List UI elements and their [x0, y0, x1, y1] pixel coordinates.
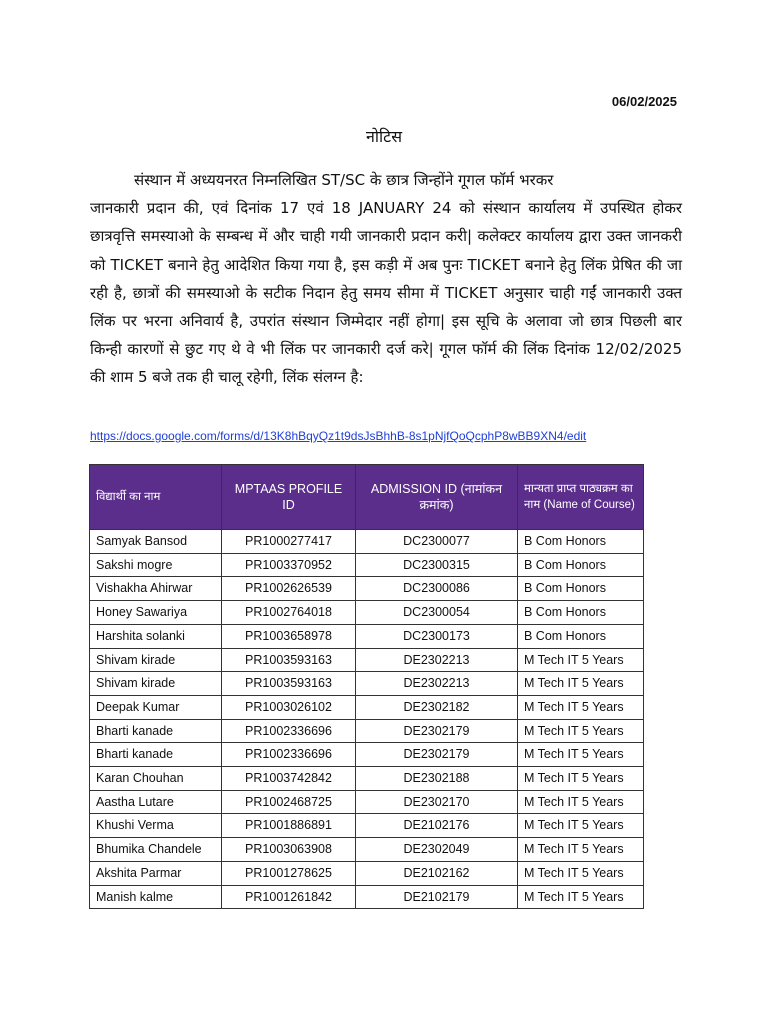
- table-row: [90, 838, 644, 862]
- admission-id-cell: DE2302188: [356, 767, 518, 791]
- course-name-cell: B Com Honors: [518, 530, 644, 554]
- table-row: [90, 672, 644, 696]
- admission-id-cell: DE2102179: [356, 885, 518, 909]
- admission-id-cell: DC2300086: [356, 577, 518, 601]
- notice-title: नोटिस: [365, 127, 403, 146]
- admission-id-cell: DE2302213: [356, 672, 518, 696]
- student-name-cell: Deepak Kumar: [90, 695, 222, 719]
- course-name-cell: B Com Honors: [518, 624, 644, 648]
- profile-id-cell: PR1003742842: [222, 767, 356, 791]
- course-name-cell: M Tech IT 5 Years: [518, 648, 644, 672]
- table-row: [90, 553, 644, 577]
- profile-id-cell: PR1000277417: [222, 530, 356, 554]
- notice-body-text: जानकारी प्रदान की, एवं दिनांक 17 एवं 18 JANUARY 24 को संस्थान कार्यालय में उपस्थित होकर छात्रवृत्ति समस्याओ के सम्बन्ध में और चाही गयी जानकारी प्रदान करी| कलेक्टर कार्यालय द्वारा उक्त जानकरी को TICKET बनाने हेतु आदेशित किया गया है, इस कड़ी में अब पुनः TICKET बनाने हेतु लिंक प्रेषित की जा रही है, छात्रों की समस्याओ के सटीक निदान हेतु समय सीमा में TICKET अनुसार चाही गईं जानकारी उक्त लिंक पर भरना अनिवार्य है, उपरांत संस्थान जिम्मेदार नहीं होगा| इस सूचि के अलावा जो छात्र पिछली बार किन्ही कारणों से छुट गए थे वे भी लिंक पर जानकारी दर्ज करे| गूगल फॉर्म की लिंक दिनांक 12/02/2025 की शाम 5 बजे तक ही चालू रहेगी, लिंक संलग्न है:: [90, 199, 682, 387]
- profile-id-cell: PR1003658978: [222, 624, 356, 648]
- admission-id-cell: DC2300315: [356, 553, 518, 577]
- google-form-link[interactable]: https://docs.google.com/forms/d/13K8hBqyQz1t9dsJsBhhB-8s1pNjfQoQcphP8wBB9XN4/edit: [90, 429, 587, 443]
- table-row: [90, 577, 644, 601]
- student-name-cell: Shivam kirade: [90, 672, 222, 696]
- student-name-cell: Bharti kanade: [90, 743, 222, 767]
- header-admission-id: ADMISSION ID (नामांकन क्रमांक): [356, 465, 518, 530]
- student-name-cell: Karan Chouhan: [90, 767, 222, 791]
- profile-id-cell: PR1001261842: [222, 885, 356, 909]
- student-name-cell: Samyak Bansod: [90, 530, 222, 554]
- admission-id-cell: DE2102162: [356, 861, 518, 885]
- admission-id-cell: DE2302179: [356, 743, 518, 767]
- table-row: [90, 790, 644, 814]
- table-header-row: [90, 465, 644, 530]
- admission-id-cell: DC2300077: [356, 530, 518, 554]
- student-name-cell: Manish kalme: [90, 885, 222, 909]
- student-name-cell: Harshita solanki: [90, 624, 222, 648]
- table-row: [90, 767, 644, 791]
- student-name-cell: Shivam kirade: [90, 648, 222, 672]
- notice-body: [90, 166, 682, 392]
- profile-id-cell: PR1001886891: [222, 814, 356, 838]
- course-name-cell: B Com Honors: [518, 601, 644, 625]
- table-row: [90, 648, 644, 672]
- table-row: [90, 885, 644, 909]
- course-name-cell: M Tech IT 5 Years: [518, 695, 644, 719]
- profile-id-cell: PR1002764018: [222, 601, 356, 625]
- student-name-cell: Bhumika Chandele: [90, 838, 222, 862]
- profile-id-cell: PR1002336696: [222, 719, 356, 743]
- course-name-cell: B Com Honors: [518, 577, 644, 601]
- header-course-name: मान्यता प्राप्त पाठ्यक्रम का नाम (Name of Course): [518, 465, 644, 530]
- course-name-cell: M Tech IT 5 Years: [518, 790, 644, 814]
- student-name-cell: Vishakha Ahirwar: [90, 577, 222, 601]
- table-row: [90, 601, 644, 625]
- profile-id-cell: PR1003370952: [222, 553, 356, 577]
- profile-id-cell: PR1002336696: [222, 743, 356, 767]
- student-name-cell: Aastha Lutare: [90, 790, 222, 814]
- table-row: [90, 719, 644, 743]
- course-name-cell: M Tech IT 5 Years: [518, 814, 644, 838]
- admission-id-cell: DE2302182: [356, 695, 518, 719]
- student-table: [89, 464, 644, 909]
- profile-id-cell: PR1003593163: [222, 648, 356, 672]
- student-name-cell: Sakshi mogre: [90, 553, 222, 577]
- table-body: [90, 530, 644, 909]
- student-name-cell: Bharti kanade: [90, 719, 222, 743]
- table-row: [90, 814, 644, 838]
- admission-id-cell: DE2102176: [356, 814, 518, 838]
- profile-id-cell: PR1003026102: [222, 695, 356, 719]
- admission-id-cell: DC2300173: [356, 624, 518, 648]
- course-name-cell: M Tech IT 5 Years: [518, 861, 644, 885]
- header-profile-id: MPTAAS PROFILE ID: [222, 465, 356, 530]
- profile-id-cell: PR1002468725: [222, 790, 356, 814]
- table-row: [90, 743, 644, 767]
- admission-id-cell: DE2302213: [356, 648, 518, 672]
- profile-id-cell: PR1002626539: [222, 577, 356, 601]
- student-name-cell: Akshita Parmar: [90, 861, 222, 885]
- profile-id-cell: PR1003593163: [222, 672, 356, 696]
- profile-id-cell: PR1001278625: [222, 861, 356, 885]
- course-name-cell: M Tech IT 5 Years: [518, 838, 644, 862]
- course-name-cell: M Tech IT 5 Years: [518, 743, 644, 767]
- admission-id-cell: DC2300054: [356, 601, 518, 625]
- header-student-name: विद्यार्थी का नाम: [90, 465, 222, 530]
- notice-date: 06/02/2025: [611, 94, 677, 109]
- course-name-cell: M Tech IT 5 Years: [518, 885, 644, 909]
- notice-body-first-line: संस्थान में अध्ययनरत निम्नलिखित ST/SC के छात्र जिन्होंने गूगल फॉर्म भरकर: [134, 171, 554, 189]
- course-name-cell: M Tech IT 5 Years: [518, 719, 644, 743]
- course-name-cell: B Com Honors: [518, 553, 644, 577]
- course-name-cell: M Tech IT 5 Years: [518, 672, 644, 696]
- table-row: [90, 861, 644, 885]
- student-name-cell: Khushi Verma: [90, 814, 222, 838]
- table-row: [90, 530, 644, 554]
- admission-id-cell: DE2302049: [356, 838, 518, 862]
- table-row: [90, 624, 644, 648]
- profile-id-cell: PR1003063908: [222, 838, 356, 862]
- admission-id-cell: DE2302170: [356, 790, 518, 814]
- student-name-cell: Honey Sawariya: [90, 601, 222, 625]
- admission-id-cell: DE2302179: [356, 719, 518, 743]
- course-name-cell: M Tech IT 5 Years: [518, 767, 644, 791]
- table-row: [90, 695, 644, 719]
